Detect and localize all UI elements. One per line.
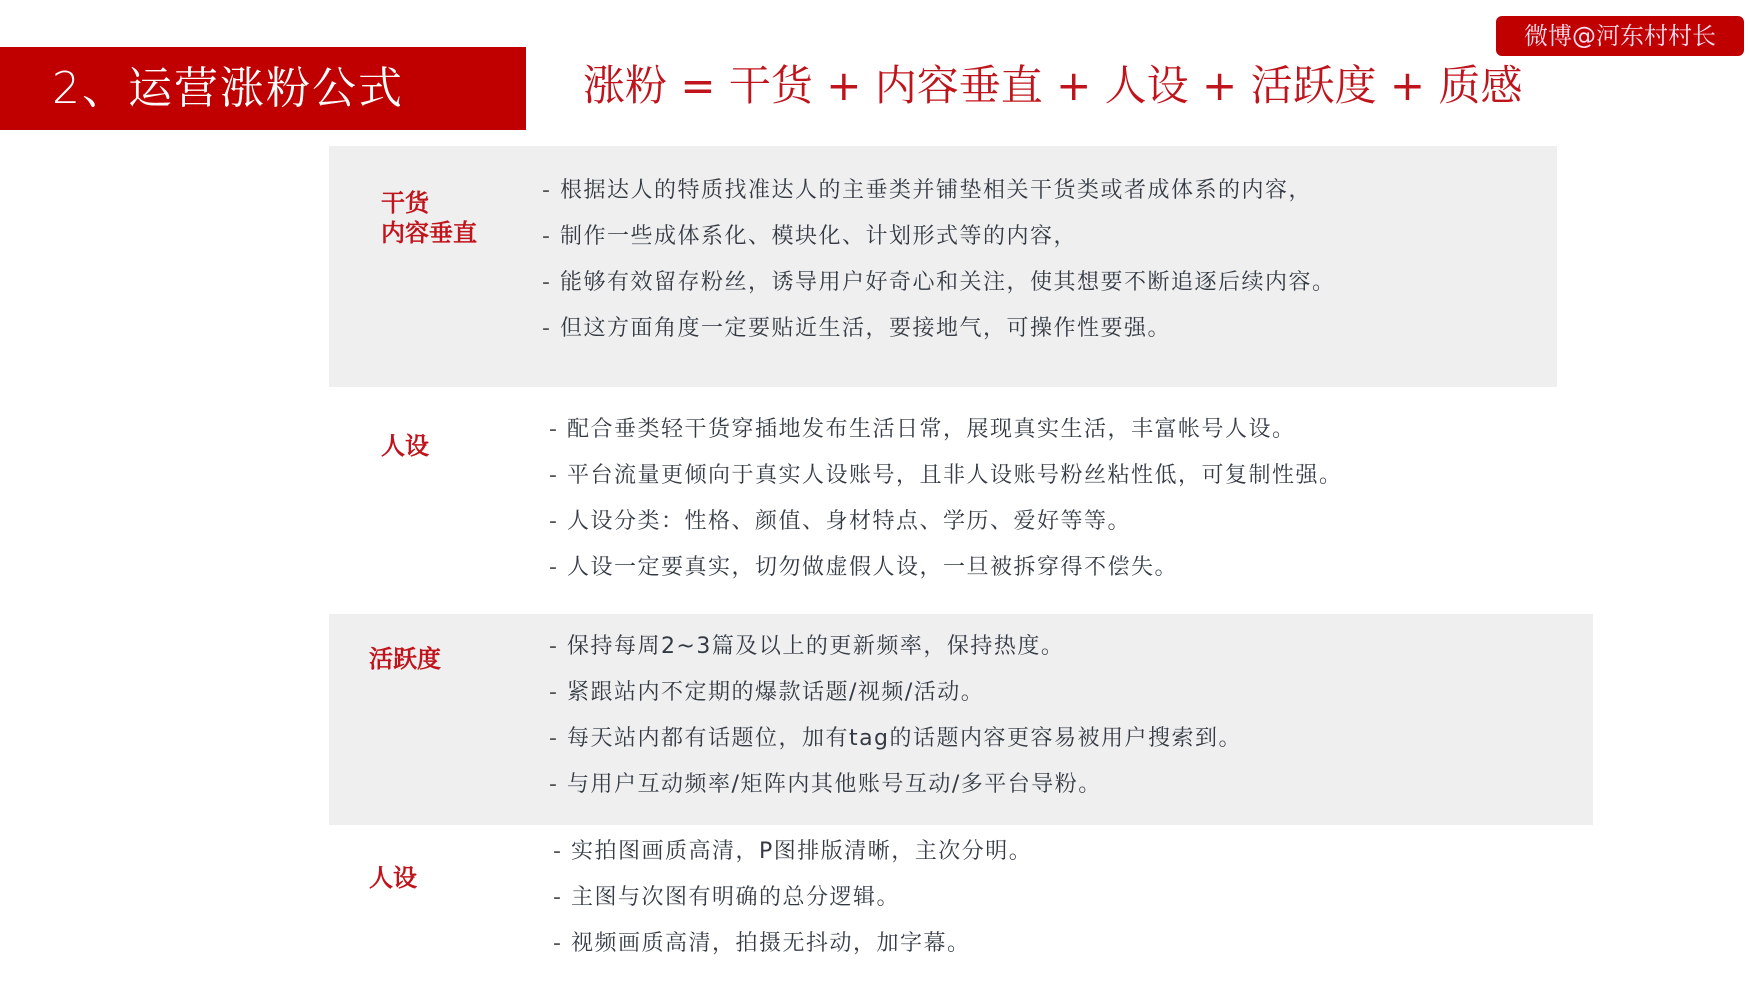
list-item: - 制作一些成体系化、模块化、计划形式等的内容， (542, 214, 1335, 260)
bullet-list (553, 829, 1032, 967)
section-label (369, 644, 441, 674)
list-item: - 能够有效留存粉丝，诱导用户好奇心和关注，使其想要不断追逐后续内容。 (542, 260, 1335, 306)
list-item: - 配合垂类轻干货穿插地发布生活日常，展现真实生活，丰富帐号人设。 (549, 407, 1342, 453)
label-line: 人设 (369, 864, 417, 892)
label-line: 活跃度 (369, 645, 441, 673)
list-item: - 视频画质高清，拍摄无抖动，加字幕。 (553, 921, 1032, 967)
bullet-list (549, 624, 1242, 808)
section-persona (329, 387, 1593, 614)
bullet-list (549, 407, 1342, 591)
list-item: - 每天站内都有话题位，加有tag的话题内容更容易被用户搜索到。 (549, 716, 1242, 762)
list-item: - 但这方面角度一定要贴近生活，要接地气，可操作性要强。 (542, 306, 1335, 352)
section-quality (329, 825, 1593, 984)
list-item: - 保持每周2~3篇及以上的更新频率，保持热度。 (549, 624, 1242, 670)
list-item: - 实拍图画质高清，P图排版清晰，主次分明。 (553, 829, 1032, 875)
label-line: 内容垂直 (381, 219, 477, 247)
section-dry-goods (329, 146, 1557, 387)
bullet-list (542, 168, 1335, 352)
section-label (381, 188, 477, 248)
list-item: - 根据达人的特质找准达人的主垂类并铺垫相关干货类或者成体系的内容， (542, 168, 1335, 214)
page-title: 2、运营涨粉公式 (0, 47, 526, 130)
label-line: 干货 (381, 189, 429, 217)
list-item: - 主图与次图有明确的总分逻辑。 (553, 875, 1032, 921)
list-item: - 人设一定要真实，切勿做虚假人设，一旦被拆穿得不偿失。 (549, 545, 1342, 591)
label-line: 人设 (381, 432, 429, 460)
list-item: - 平台流量更倾向于真实人设账号，且非人设账号粉丝粘性低，可复制性强。 (549, 453, 1342, 499)
list-item: - 人设分类：性格、颜值、身材特点、学历、爱好等等。 (549, 499, 1342, 545)
section-label (369, 863, 417, 893)
list-item: - 紧跟站内不定期的爆款话题/视频/活动。 (549, 670, 1242, 716)
watermark-badge: 微博@河东村村长 (1496, 16, 1744, 56)
formula-heading: 涨粉 = 干货 + 内容垂直 + 人设 + 活跃度 + 质感 (583, 61, 1523, 110)
section-label (381, 431, 429, 461)
section-activity (329, 614, 1593, 825)
list-item: - 与用户互动频率/矩阵内其他账号互动/多平台导粉。 (549, 762, 1242, 808)
